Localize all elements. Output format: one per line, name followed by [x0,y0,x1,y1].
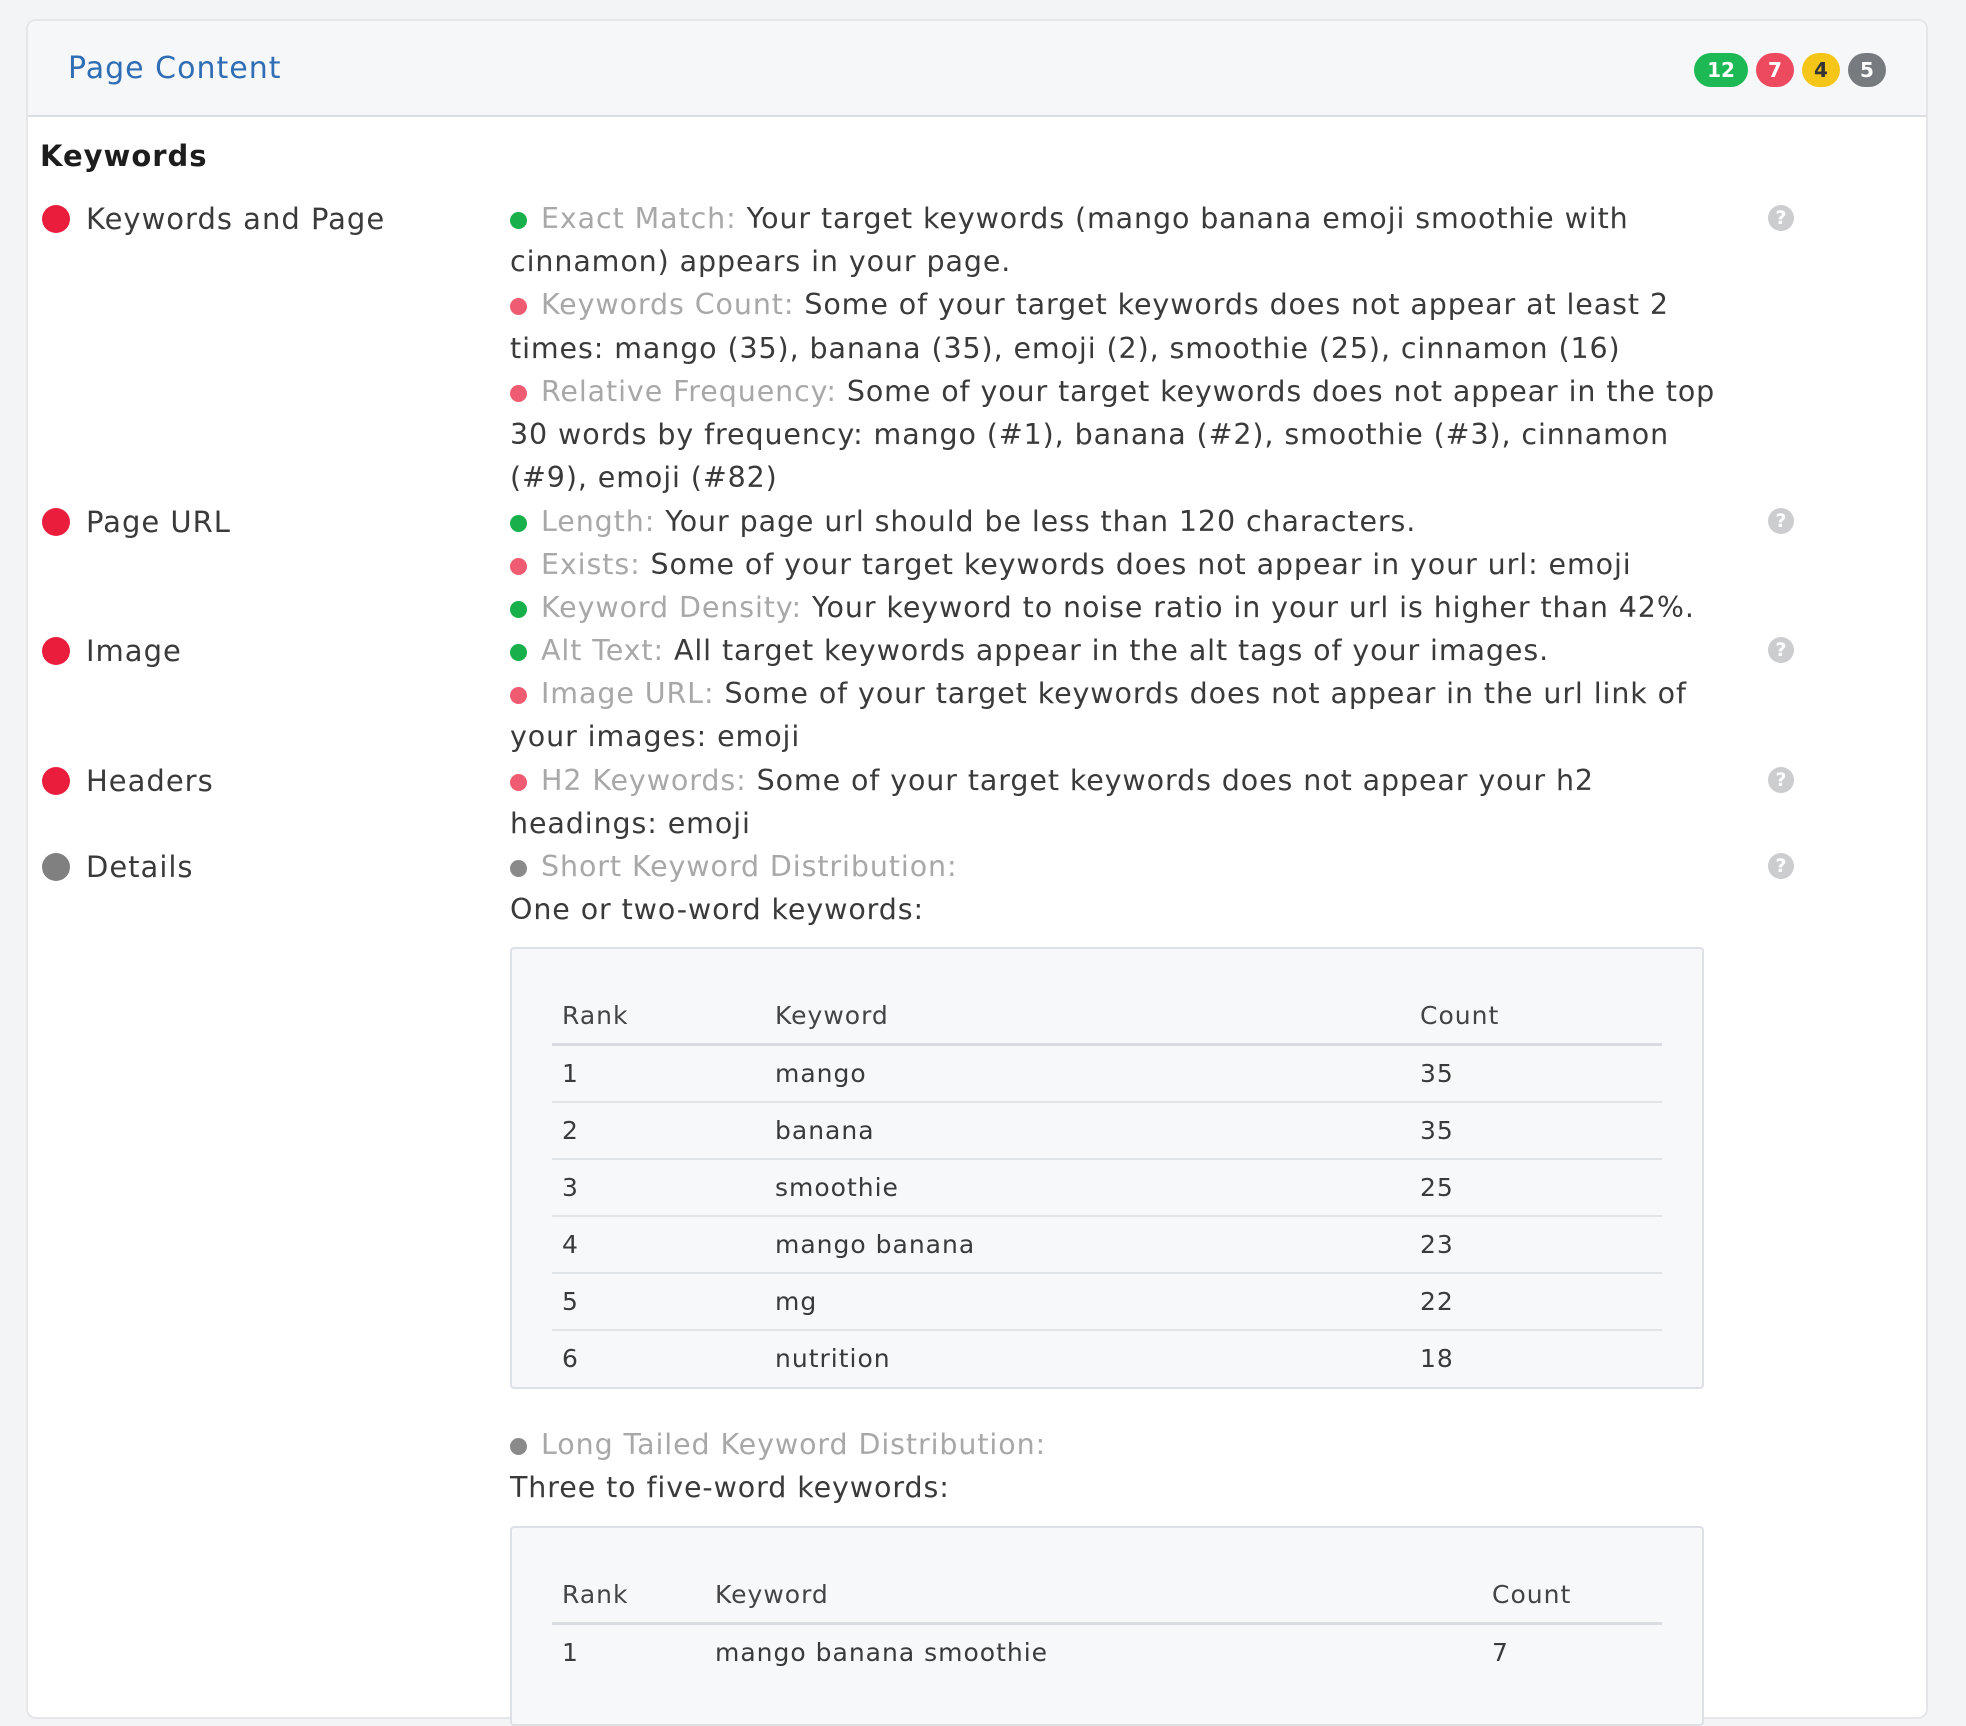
rank-header: Rank [552,1566,705,1624]
fail-dot-icon [510,298,527,315]
table-row: 6 nutrition 18 [562,1344,1454,1373]
row-label-details [42,850,194,884]
row-label-keywords-and-page [42,202,385,236]
long-keyword-distribution [510,1423,1720,1509]
check-keyword-density: Keyword Density: Your keyword to noise ratio in your url is higher than 42%. [510,586,1720,629]
panel-header[interactable] [28,21,1926,117]
page-url-checks [510,500,1720,630]
help-icon[interactable]: ? [1768,767,1794,793]
long-distribution-label: Long Tailed Keyword Distribution: [541,1428,1047,1461]
pass-count-badge: 12 [1694,53,1748,87]
keywords-and-page-checks [510,197,1720,499]
keywords-section-title: Keywords [40,139,208,173]
long-keyword-table [552,1566,1662,1680]
check-h2-keywords: H2 Keywords: Some of your target keywords does not appear your h2 headings: emoji [510,764,1594,841]
row-label-text: Keywords and Page [86,202,386,236]
table-row: 3 smoothie 25 [552,1159,1662,1216]
check-exists: Exists: Some of your target keywords does not appear in your url: emoji [510,543,1720,586]
row-label-image [42,634,182,668]
table-row: 1 mango 35 [552,1045,1662,1103]
info-status-dot [42,853,70,881]
row-label-page-url [42,505,231,539]
check-relative-frequency: Relative Frequency: Some of your target keywords does not appear in the top 30 words by frequency: mango (#1), banana (#2), smoothie (#3), cinnamon (#9), emoji (#82) [510,374,1716,495]
row-label-text: Details [86,850,194,884]
fail-count-badge: 7 [1756,53,1794,87]
table-row: 4 mango banana 23 [552,1216,1662,1273]
long-distribution-desc: Three to five-word keywords: [510,1471,950,1505]
check-keywords-count: Keywords Count: Some of your target keywords does not appear at least 2 times: mango (35), banana (35), emoji (2), smoothie (25), cinnamon (16) [510,288,1669,365]
help-icon[interactable]: ? [1768,508,1794,534]
keyword-header: Keyword [705,1566,1482,1624]
check-length: Length: Your page url should be less than 120 characters. [510,500,1720,543]
warning-count-badge: 4 [1802,53,1840,87]
help-icon[interactable]: ? [1768,205,1794,231]
help-icon[interactable]: ? [1768,637,1794,663]
row-label-text: Page URL [86,505,231,539]
long-keyword-table-box [510,1526,1704,1726]
image-checks [510,629,1720,759]
info-dot-icon [510,860,527,877]
pass-dot-icon [510,601,527,618]
pass-dot-icon [510,515,527,532]
pass-dot-icon [510,644,527,661]
rank-header: Rank [552,987,765,1045]
keyword-header: Keyword [765,987,1410,1045]
pass-dot-icon [510,212,527,229]
table-row: 5 mg 22 [552,1273,1662,1330]
panel-title[interactable]: Page Content [68,51,282,86]
row-label-headers [42,764,214,798]
count-header: Count [1482,1566,1662,1624]
fail-dot-icon [510,385,527,402]
short-distribution-desc: One or two-word keywords: [510,893,925,927]
table-row: 1 mango banana smoothie 7 [562,1638,1509,1667]
fail-dot-icon [510,774,527,791]
check-alt-text: Alt Text: All target keywords appear in the alt tags of your images. [510,629,1720,672]
short-distribution-label: Short Keyword Distribution: [541,850,958,883]
short-keyword-distribution [510,845,1720,931]
info-count-badge: 5 [1848,53,1886,87]
table-header-row [552,987,1662,1045]
headers-checks [510,759,1720,845]
count-header: Count [1410,987,1662,1045]
fail-dot-icon [510,558,527,575]
table-row: 2 banana 35 [552,1102,1662,1159]
check-exact-match: Exact Match: Your target keywords (mango banana emoji smoothie with cinnamon) appears in your page. [510,202,1629,279]
fail-status-dot [42,767,70,795]
help-icon[interactable]: ? [1768,853,1794,879]
row-label-text: Image [86,634,182,668]
fail-status-dot [42,508,70,536]
fail-dot-icon [510,687,527,704]
short-keyword-table-box [510,947,1704,1389]
row-label-text: Headers [86,764,214,798]
fail-status-dot [42,637,70,665]
table-header-row [552,1566,1662,1624]
fail-status-dot [42,205,70,233]
status-badges [1694,53,1886,87]
info-dot-icon [510,1438,527,1455]
short-keyword-table [552,987,1662,1386]
check-image-url: Image URL: Some of your target keywords does not appear in the url link of your images: emoji [510,677,1687,754]
